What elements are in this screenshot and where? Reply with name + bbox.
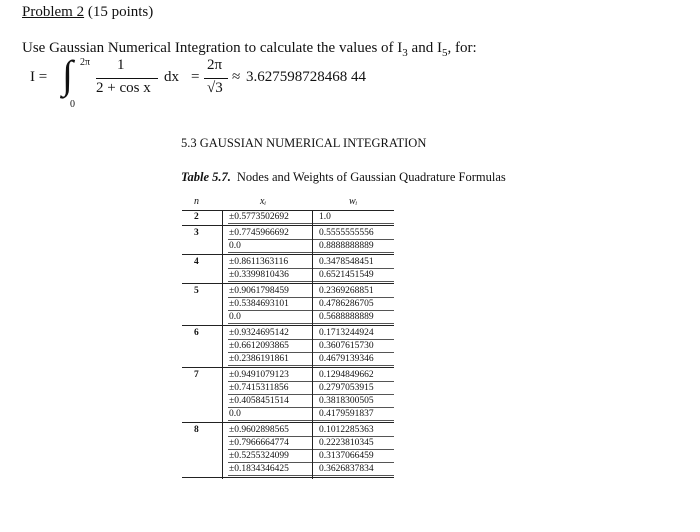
cell-weight: 0.5688888889 [319,312,374,322]
i3-letter: I [397,40,403,56]
cell-weight: 0.3607615730 [319,341,374,351]
i5-symbol [436,40,448,59]
result-denominator: √3 [207,80,223,96]
cell-node: 0.0 [229,312,241,322]
i3-subscript: 3 [402,47,408,59]
cell-node: ±0.3399810436 [229,270,289,280]
cell-weight: 0.3478548451 [319,257,374,267]
upper-limit: 2π [80,57,91,68]
cell-weight: 0.2797053915 [319,383,374,393]
integrand-denominator: 2 + cos x [96,80,151,96]
cell-node: ±0.9602898565 [229,425,289,435]
formula-lhs: I = [30,69,48,85]
cell-node: ±0.7745966692 [229,228,289,238]
group-separator [182,254,394,255]
cell-weight: 0.3137066459 [319,451,374,461]
cell-weight: 0.4679139346 [319,354,374,364]
i3-symbol [397,40,408,59]
problem-header [22,4,153,21]
cell-weight: 0.5555555556 [319,228,374,238]
cell-node: ±0.1834346425 [229,464,289,474]
cell-n: 5 [194,286,199,296]
cell-node: ±0.2386191861 [229,354,289,364]
cell-node: ±0.5773502692 [229,212,289,222]
column-header-x: xᵢ [260,196,267,207]
column-header-w: wᵢ [349,196,358,207]
column-header-n: n [194,196,199,207]
lower-limit: 0 [70,99,75,110]
row-underline [228,223,394,224]
approx-sign: ≈ [232,69,241,85]
group-separator [182,225,394,226]
cell-weight: 0.4179591837 [319,409,374,419]
integrand-fraction-bar [96,78,158,79]
i5-subscript: 5 [441,47,448,59]
table-caption-text: Nodes and Weights of Gaussian Quadrature Formulas [236,170,506,184]
quadrature-table [182,196,394,520]
i5-letter: I [436,40,442,56]
cell-node: ±0.5384693101 [229,299,289,309]
cell-weight: 0.6521451549 [319,270,374,280]
problem-title: Problem 2 [22,4,85,20]
cell-node: ±0.5255324099 [229,451,289,461]
cell-weight: 0.2223810345 [319,438,374,448]
cell-node: ±0.9061798459 [229,286,289,296]
integral-sign: ∫ [62,52,73,97]
cell-node: ±0.7415311856 [229,383,289,393]
row-underline [228,281,394,282]
group-separator [182,477,394,478]
approx-value: 3.627598728468 44 [246,69,366,85]
cell-n: 8 [194,425,199,435]
cell-n: 4 [194,257,199,267]
cell-weight: 0.2369268851 [319,286,374,296]
and-word: and [411,40,434,56]
cell-node: 0.0 [229,409,241,419]
row-underline [228,252,394,253]
cell-node: 0.0 [229,241,241,251]
group-separator [182,367,394,368]
dx-symbol: dx [164,69,179,85]
cell-n: 2 [194,212,199,222]
integrand-numerator: 1 [117,57,125,73]
group-separator [182,325,394,326]
column-divider-n [222,210,223,479]
header-rule [182,210,394,211]
cell-weight: 0.1012285363 [319,425,374,435]
row-underline [228,420,394,421]
cell-weight: 0.1294849662 [319,370,374,380]
column-divider-x [312,210,313,479]
cell-weight: 1.0 [319,212,331,222]
cell-weight: 0.1713244924 [319,328,374,338]
cell-n: 6 [194,328,199,338]
row-underline [228,475,394,476]
cell-n: 3 [194,228,199,238]
cell-node: ±0.7966664774 [229,438,289,448]
result-numerator: 2π [207,57,223,73]
table-caption-label: Table 5.7. [181,170,231,184]
group-separator [182,283,394,284]
instruction-tail: , for: [447,40,477,56]
problem-points: (15 points) [84,4,154,20]
cell-node: ±0.9324695142 [229,328,289,338]
result-fraction-bar [204,78,228,79]
cell-weight: 0.3818300505 [319,396,374,406]
equals-sign: = [191,69,200,85]
cell-node: ±0.8611363116 [229,257,289,267]
integral-formula [18,52,438,113]
instruction-text: Use Gaussian Numerical Integration to calculate the values of [22,40,394,56]
section-heading: 5.3 GAUSSIAN NUMERICAL INTEGRATION [181,136,427,150]
cell-weight: 0.8888888889 [319,241,374,251]
cell-weight: 0.3626837834 [319,464,374,474]
group-separator [182,422,394,423]
cell-node: ±0.4058451514 [229,396,289,406]
cell-node: ±0.9491079123 [229,370,289,380]
row-underline [228,323,394,324]
row-underline [228,365,394,366]
cell-node: ±0.6612093865 [229,341,289,351]
table-caption [181,170,506,185]
cell-n: 7 [194,370,199,380]
cell-weight: 0.4786286705 [319,299,374,309]
